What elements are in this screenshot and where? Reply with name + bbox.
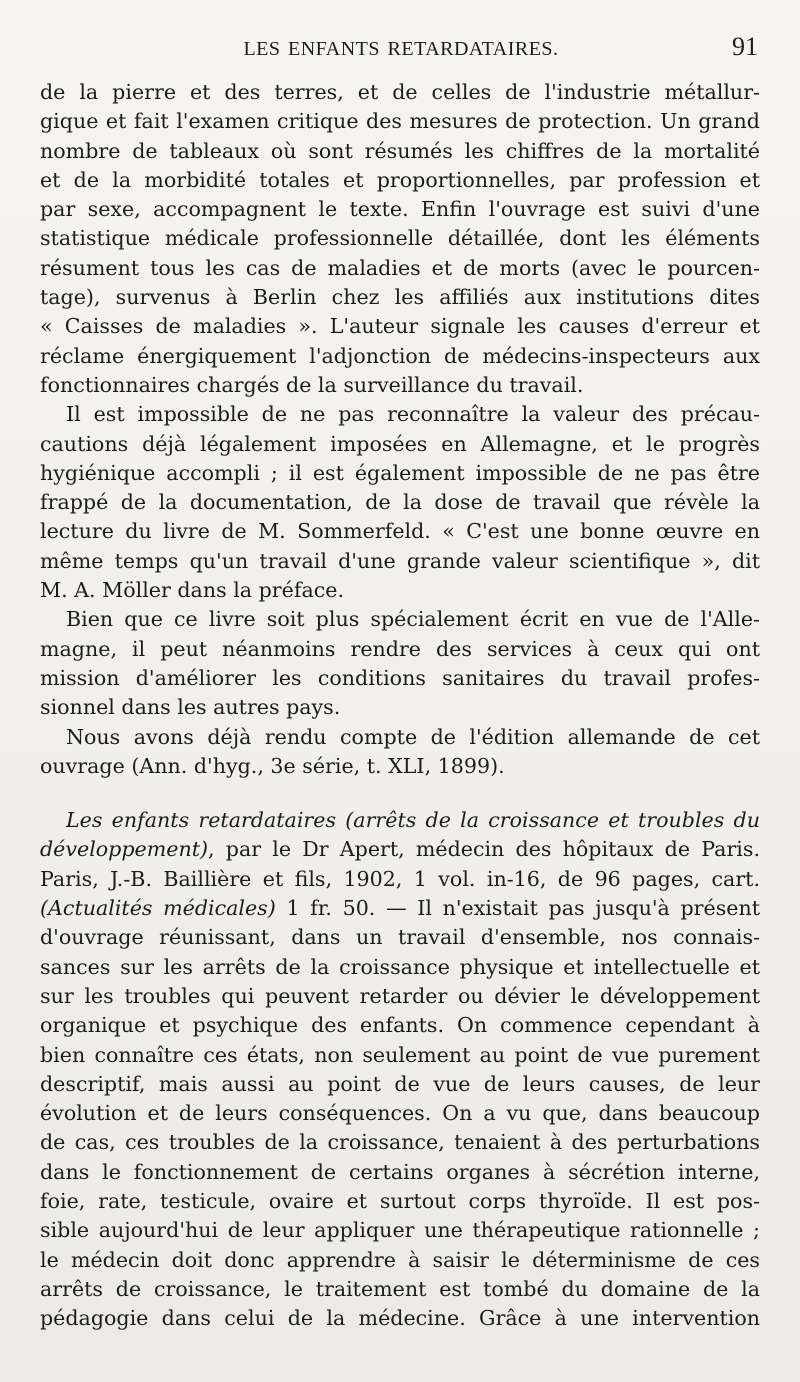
text-line: arrêts de croissance, le traitement est tombé du domaine de la [40, 1276, 760, 1301]
text-line: réclame énergiquement l'adjonction de médecins-inspecteurs aux [40, 343, 760, 368]
text-line: M. A. Möller dans la préface. [40, 578, 345, 603]
text-line: fonctionnaires chargés de la surveillance du travail. [40, 372, 584, 397]
text-line: Il est impossible de ne pas reconnaître la valeur des précau- [66, 402, 760, 427]
text-line: cautions déjà légalement imposées en Allemagne, et le progrès [40, 431, 760, 456]
text-line: d'ouvrage réunissant, dans un travail d'ensemble, nos connais- [40, 925, 760, 950]
text-line: tage), survenus à Berlin chez les affiliés aux institutions dites [40, 285, 760, 310]
text-line: pédagogie dans celui de la médecine. Grâce à une intervention [40, 1306, 760, 1331]
text-line: mission d'améliorer les conditions sanitaires du travail profes- [40, 665, 760, 690]
text-line: Bien que ce livre soit plus spécialement écrit en vue de l'Alle- [66, 607, 760, 632]
review-title: Les enfants retardataires [66, 808, 337, 833]
text-line: lecture du livre de M. Sommerfeld. « C'est une bonne œuvre en [40, 519, 760, 544]
section-gap [40, 781, 760, 806]
text-line: descriptif, mais aussi au point de vue de leurs causes, de leur [40, 1071, 760, 1096]
text-line: résument tous les cas de maladies et de morts (avec le pourcen- [40, 255, 760, 280]
text-line: organique et psychique des enfants. On commence cependant à [40, 1013, 760, 1038]
running-title: LES ENFANTS RETARDATAIRES. [243, 38, 559, 60]
text-line: de cas, ces troubles de la croissance, tenaient à des perturbations [40, 1130, 760, 1155]
text-line: magne, il peut néanmoins rendre des services à ceux qui ont [40, 636, 760, 661]
text-line: sances sur les arrêts de la croissance physique et intellectuelle et [40, 954, 760, 979]
page-number: 91 [732, 32, 758, 61]
text-line: statistique médicale professionnelle détaillée, dont les éléments [40, 226, 760, 251]
text-line: bien connaître ces états, non seulement au point de vue purement [40, 1042, 760, 1067]
review-price: 1 fr. 50. — Il n'existait pas jusqu'à présent [275, 896, 760, 921]
text-line: même temps qu'un travail d'une grande valeur scientifique », dit [40, 548, 760, 573]
review-title-line [40, 835, 760, 864]
text-line: Nous avons déjà rendu compte de l'édition allemande de cet [66, 724, 760, 749]
text-line: hygiénique accompli ; il est également impossible de ne pas être [40, 460, 760, 485]
text-line: gique et fait l'examen critique des mesures de protection. Un grand [40, 109, 760, 134]
text-line: sionnel dans les autres pays. [40, 695, 341, 720]
text-line: « Caisses de maladies ». L'auteur signale les causes d'erreur et [40, 314, 760, 339]
text-line: et de la morbidité totales et proportionnelles, par profession et [40, 167, 760, 192]
text-line: de la pierre et des terres, et de celles de l'industrie métallur- [40, 80, 760, 104]
body-text [40, 78, 760, 1333]
text-line: nombre de tableaux où sont résumés les chiffres de la mortalité [40, 138, 760, 163]
review-publisher-line: Paris, J.-B. Baillière et fils, 1902, 1 vol. in-16, de 96 pages, cart. [40, 866, 760, 891]
text-line: sur les troubles qui peuvent retarder ou dévier le développement [40, 983, 760, 1008]
review-subtitle-end: développement) [40, 837, 209, 862]
review-author: , par le Dr Apert, médecin des hôpitaux de Paris. [208, 837, 760, 862]
text-line: ouvrage (Ann. d'hyg., 3e série, t. XLI, 1899). [40, 753, 505, 778]
text-line: sible aujourd'hui de leur appliquer une thérapeutique rationnelle ; [40, 1218, 760, 1243]
text-line: par sexe, accompagnent le texte. Enfin l'ouvrage est suivi d'une [40, 197, 760, 222]
review-series-line [40, 894, 760, 923]
text-line: foie, rate, testicule, ovaire et surtout corps thyroïde. Il est pos- [40, 1188, 760, 1213]
review-title-line [40, 806, 760, 835]
text-line: dans le fonctionnement de certains organes à sécrétion interne, [40, 1159, 760, 1184]
text-line: frappé de la documentation, de la dose de travail que révèle la [40, 490, 760, 515]
text-line: le médecin doit donc apprendre à saisir le déterminisme de ces [40, 1247, 760, 1272]
review-series: (Actualités médicales) [40, 896, 276, 921]
page-header [40, 32, 762, 68]
review-subtitle: (arrêts de la croissance et troubles du [345, 808, 760, 833]
text-line: évolution et de leurs conséquences. On a vu que, dans beaucoup [40, 1101, 760, 1126]
